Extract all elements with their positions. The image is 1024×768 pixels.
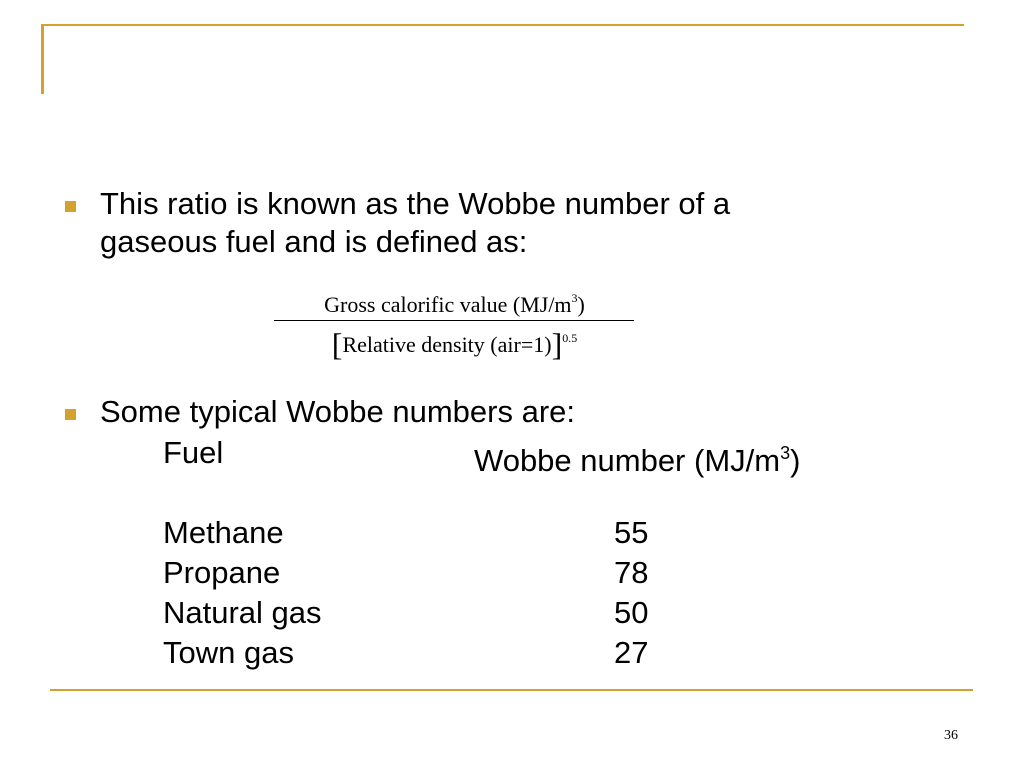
page-number: 36 <box>944 728 958 743</box>
bullet-marker <box>65 409 76 420</box>
table-row-value: 50 <box>614 595 649 630</box>
table-header-wobbe <box>474 433 800 481</box>
frame-top-line <box>41 24 964 26</box>
right-bracket: ] <box>551 326 563 362</box>
bullet-text-wobbe-definition <box>100 185 730 261</box>
frame-bottom-line <box>50 689 973 691</box>
denominator-text: Relative density (air=1) <box>342 332 552 357</box>
wobbe-header-text: Wobbe number (MJ/m <box>474 443 781 478</box>
denominator-exponent: 0.5 <box>562 331 578 345</box>
fraction-bar <box>274 320 634 321</box>
left-bracket: [ <box>331 326 343 362</box>
bullet-marker <box>65 201 76 212</box>
numerator-superscript: 3 <box>571 291 578 305</box>
bullet-line: gaseous fuel and is defined as: <box>100 224 528 259</box>
numerator-close: ) <box>577 292 585 317</box>
bullet-text-typical-values: Some typical Wobbe numbers are: <box>100 394 575 429</box>
table-header-fuel: Fuel <box>163 435 224 470</box>
numerator-text: Gross calorific value (MJ/m <box>324 292 572 317</box>
table-row-fuel: Town gas <box>163 635 294 670</box>
wobbe-header-close: ) <box>790 443 801 478</box>
table-row-value: 27 <box>614 635 649 670</box>
table-row-value: 78 <box>614 555 649 590</box>
table-row-fuel: Methane <box>163 515 284 550</box>
frame-vertical-line <box>41 24 44 94</box>
table-row-fuel: Natural gas <box>163 595 322 630</box>
formula-numerator <box>272 284 637 316</box>
formula-denominator <box>272 323 637 360</box>
wobbe-formula <box>272 284 637 360</box>
wobbe-header-superscript: 3 <box>780 443 791 463</box>
table-row-fuel: Propane <box>163 555 281 590</box>
bullet-line: This ratio is known as the Wobbe number of a <box>100 186 731 221</box>
table-row-value: 55 <box>614 515 649 550</box>
